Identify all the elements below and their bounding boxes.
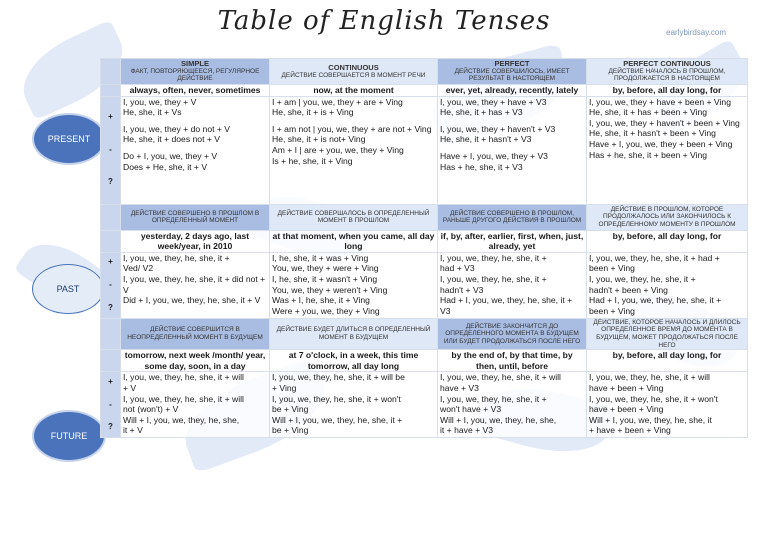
cell-past-simple: I, you, we, they, he, she, it + Ved/ V2 I, you, we, they, he, she, it + did not + V Did + I, you, we, they, he, she, it + V	[121, 252, 270, 318]
keywords-future-continuous: at 7 o'clock, in a week, this time tomorrow, all day long	[270, 350, 438, 372]
header-perfect: PERFECT ДЕЙСТВИЕ СОВЕРШИЛОСЬ, ИМЕЕТ РЕЗУЛЬТАТ В НАСТОЯЩЕМ	[438, 59, 587, 85]
desc-past-perfect-continuous: ДЕЙСТВИЕ В ПРОШЛОМ, КОТОРОЕ ПРОДОЛЖАЛОСЬ ИЛИ ЗАКОНЧИЛОСЬ К ОПРЕДЕЛЕННОМУ МОМЕНТУ В ПРОШЛОМ	[587, 204, 748, 230]
sign-column: + - ?	[101, 372, 121, 438]
site-url: earlybirdsay.com	[666, 28, 726, 37]
keywords-future-perfect: by the end of, by that time, by then, until, before	[438, 350, 587, 372]
row-label-past: PAST	[32, 264, 104, 314]
keywords-future-simple: tomorrow, next week /month/ year, some day, soon, in a day	[121, 350, 270, 372]
row-label-future: FUTURE	[32, 410, 106, 462]
header-continuous: CONTINUOUS ДЕЙСТВИЕ СОВЕРШАЕТСЯ В МОМЕНТ РЕЧИ	[270, 59, 438, 85]
row-label-present: PRESENT	[32, 113, 106, 165]
desc-future-perfect-continuous: ДЕЙСТВИЕ, КОТОРОЕ НАЧАЛОСЬ И ДЛИЛОСЬ ОПРЕДЕЛЕННОЕ ВРЕМЯ ДО МОМЕНТА В БУДУЩЕМ, МОЖЕТ ПРОДОЛЖАТЬСЯ ПОСЛЕ НЕГО	[587, 318, 748, 349]
sign-column: + - ?	[101, 96, 121, 204]
cell-past-perfect: I, you, we, they, he, she, it + had + V3 I, you, we, they, he, she, it + hadn't + V3 Had + I, you, we, they, he, she, it + V3	[438, 252, 587, 318]
header-perfect-continuous: PERFECT CONTINUOUS ДЕЙСТВИЕ НАЧАЛОСЬ В ПРОШЛОМ, ПРОДОЛЖАЕТСЯ В НАСТОЯЩЕМ	[587, 59, 748, 85]
keywords-present-perfect: ever, yet, already, recently, lately	[438, 85, 587, 97]
desc-future-simple: ДЕЙСТВИЕ СОВЕРШИТСЯ В НЕОПРЕДЕЛЕННЫЙ МОМЕНТ В БУДУЩЕМ	[121, 318, 270, 349]
cell-future-continuous: I, you, we, they, he, she, it + will be + Ving I, you, we, they, he, she, it + won't be + Ving Will + I, you, we, they, he, she, it + be + Ving	[270, 372, 438, 438]
keywords-present-perfect-continuous: by, before, all day long, for	[587, 85, 748, 97]
cell-present-continuous: I + am | you, we, they + are + Ving He, she, it + is + Ving I + am not | you, we, they + are not + Ving He, she, it + is not+ Ving Am + I | are + you, we, they + Ving Is + he, she, it + Ving	[270, 96, 438, 204]
desc-future-continuous: ДЕЙСТВИЕ БУДЕТ ДЛИТЬСЯ В ОПРЕДЕЛЕННЫЙ МОМЕНТ В БУДУЩЕМ	[270, 318, 438, 349]
cell-future-perfect-continuous: I, you, we, they, he, she, it + will have + been + Ving I, you, we, they, he, she, it + won't have + been + Ving Will + I, you, we, they, he, she, it + have + been + Ving	[587, 372, 748, 438]
keywords-present-continuous: now, at the moment	[270, 85, 438, 97]
keywords-past-continuous: at that moment, when you came, all day long	[270, 230, 438, 252]
desc-past-simple: ДЕЙСТВИЕ СОВЕРШЕНО В ПРОШЛОМ В ОПРЕДЕЛЕННЫЙ МОМЕНТ	[121, 204, 270, 230]
keywords-past-simple: yesterday, 2 days ago, last week/year, in 2010	[121, 230, 270, 252]
sign-column: + - ?	[101, 252, 121, 318]
tenses-table	[100, 58, 748, 438]
keywords-future-perfect-continuous: by, before, all day long, for	[587, 350, 748, 372]
desc-future-perfect: ДЕЙСТВИЕ ЗАКОНЧИТСЯ ДО ОПРЕДЕЛЕННОГО МОМЕНТА В БУДУЩЕМ ИЛИ БУДЕТ ПРОДОЛЖАТЬСЯ ПОСЛЕ НЕГО	[438, 318, 587, 349]
keywords-present-simple: always, often, never, sometimes	[121, 85, 270, 97]
cell-future-perfect: I, you, we, they, he, she, it + will have + V3 I, you, we, they, he, she, it + won't have + V3 Will + I, you, we, they, he, she, it + have + V3	[438, 372, 587, 438]
cell-future-simple: I, you, we, they, he, she, it + will + V I, you, we, they, he, she, it + will not (won't) + V Will + I, you, we, they, he, she, it + V	[121, 372, 270, 438]
desc-past-perfect: ДЕЙСТВИЕ СОВЕРШЕНО В ПРОШЛОМ, РАНЬШЕ ДРУГОГО ДЕЙСТВИЯ В ПРОШЛОМ	[438, 204, 587, 230]
desc-past-continuous: ДЕЙСТВИЕ СОВЕРШАЛОСЬ В ОПРЕДЕЛЕННЫЙ МОМЕНТ В ПРОШЛОМ	[270, 204, 438, 230]
cell-past-continuous: I, he, she, it + was + Ving You, we, they + were + Ving I, he, she, it + wasn't + Ving You, we, they + weren't + Ving Was + I, he, she, it + Ving Were + you, we, they + Ving	[270, 252, 438, 318]
cell-past-perfect-continuous: I, you, we, they, he, she, it + had + been + Ving I, you, we, they, he, she, it + hadn't + been + Ving Had + I, you, we, they, he, she, it + been + Ving	[587, 252, 748, 318]
cell-present-simple: I, you, we, they + V He, she, it + Vs I, you, we, they + do not + V He, she, it + does not + V Do + I, you, we, they + V Does + He, she, it + V	[121, 96, 270, 204]
keywords-past-perfect: if, by, after, earlier, first, when, just, already, yet	[438, 230, 587, 252]
keywords-past-perfect-continuous: by, before, all day long, for	[587, 230, 748, 252]
cell-present-perfect: I, you, we, they + have + V3 He, she, it + has + V3 I, you, we, they + haven't + V3 He, she, it + hasn't + V3 Have + I, you, we, they + V3 Has + he, she, it + V3	[438, 96, 587, 204]
page-title: Table of English Tenses	[217, 6, 551, 36]
cell-present-perfect-continuous: I, you, we, they + have + been + Ving He, she, it + has + been + Ving I, you, we, they + haven't + been + Ving He, she, it + hasn't + been + Ving Have + I, you, we, they + been + Ving Has + he, she, it + been + Ving	[587, 96, 748, 204]
header-simple: SIMPLE ФАКТ, ПОВТОРЯЮЩЕЕСЯ, РЕГУЛЯРНОЕ ДЕЙСТВИЕ	[121, 59, 270, 85]
corner-cell	[101, 59, 121, 85]
